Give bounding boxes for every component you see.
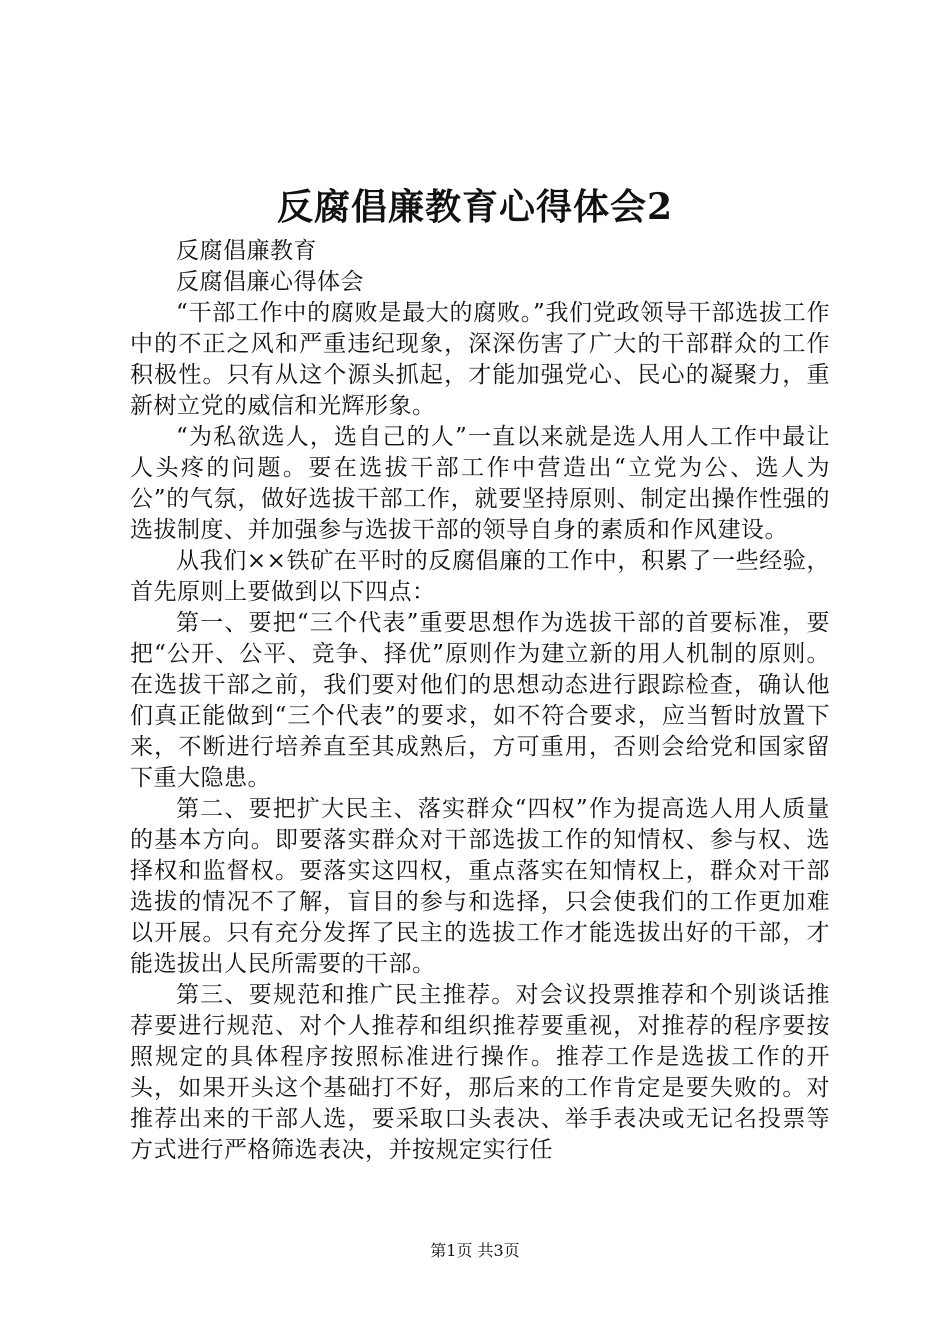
paragraph: 第三、要规范和推广民主推荐。对会议投票推荐和个别谈话推荐要进行规范、对个人推荐和组织推荐要重视，对推荐的程序要按照规定的具体程序按照标准进行操作。推荐工作是选拔工作的开头，如果开头这个基础打不好，那后来的工作肯定是要失败的。对推荐出来的干部人选，要采取口头表决、举手表决或无记名投票等方式进行严格筛选表决，并按规定实行任 <box>130 982 830 1163</box>
document-title: 反腐倡廉教育心得体会2 <box>276 186 674 228</box>
paragraph: 从我们××铁矿在平时的反腐倡廉的工作中，积累了一些经验，首先原则上要做到以下四点： <box>130 548 830 605</box>
paragraph: “干部工作中的腐败是最大的腐败。”我们党政领导干部选拔工作中的不正之风和严重违纪现象，深深伤害了广大的干部群众的工作积极性。只有从这个源头抓起，才能加强党心、民心的凝聚力，重新树立党的威信和光辉形象。 <box>130 300 830 419</box>
paragraph: “为私欲选人，选自己的人”一直以来就是选人用人工作中最让人头疼的问题。要在选拔干部工作中营造出“立党为公、选人为公”的气氛，做好选拔干部工作，就要坚持原则、制定出操作性强的选拔制度、并加强参与选拔干部的领导自身的素质和作风建设。 <box>130 424 830 543</box>
page-footer: 第1页 共3页 <box>430 1241 520 1260</box>
document-body <box>130 236 830 1166</box>
paragraph: 第一、要把“三个代表”重要思想作为选拔干部的首要标准，要把“公开、公平、竞争、择优”原则作为建立新的用人机制的原则。在选拔干部之前，我们要对他们的思想动态进行跟踪检查，确认他们真正能做到“三个代表”的要求，如不符合要求，应当暂时放置下来，不断进行培养直至其成熟后，方可重用，否则会给党和国家留下重大隐患。 <box>130 610 830 791</box>
paragraph: 反腐倡廉心得体会 <box>176 269 364 295</box>
paragraph: 反腐倡廉教育 <box>176 238 317 264</box>
paragraph: 第二、要把扩大民主、落实群众“四权”作为提高选人用人质量的基本方向。即要落实群众对干部选拔工作的知情权、参与权、选择权和监督权。要落实这四权，重点落实在知情权上，群众对干部选拔的情况不了解，盲目的参与和选择，只会使我们的工作更加难以开展。只有充分发挥了民主的选拔工作才能选拔出好的干部，才能选拔出人民所需要的干部。 <box>130 796 830 977</box>
